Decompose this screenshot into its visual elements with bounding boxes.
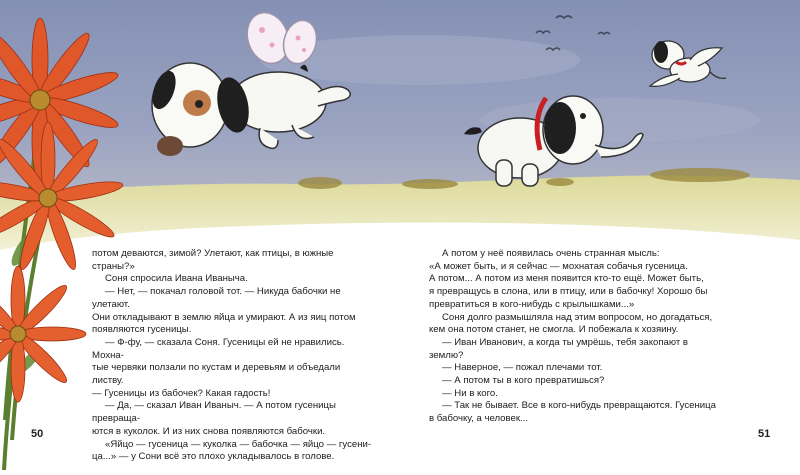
page-right-text	[429, 248, 719, 426]
text-line: — А потом ты в кого превратишься?	[442, 375, 605, 387]
text-line: потом деваются, зимой? Улетают, как птицы, в южные	[92, 248, 334, 259]
text-line: А потом у неё появилась очень странная мысль:	[442, 248, 660, 259]
text-line: ца...» — у Сони всё это плохо укладывалось в голове.	[92, 451, 335, 463]
text-line: — Нет, — покачал головой тот. — Никуда бабочки не улетают.	[92, 286, 341, 310]
text-line: — Да, — сказал Иван Иваныч. — А потом гусеницы превраща-	[92, 400, 336, 425]
text-line: тые червяки ползали по кустам и деревьям и объедали листву.	[92, 362, 341, 387]
text-line: «Яйцо — гусеница — куколка — бабочка — яйцо — гусени-	[105, 438, 372, 450]
text-line: появляются гусеницы.	[92, 324, 192, 336]
text-line: Соня долго размышляла над этим вопросом, но догадаться,	[442, 311, 713, 323]
text-line: я превращусь в слона, или в птицу, или в бабочку! Хорошо бы	[429, 286, 708, 298]
text-line: «А может быть, и я сейчас — мохнатая собачья гусеница.	[429, 260, 688, 272]
text-line: — Иван Иванович, а когда ты умрёшь, тебя закопают в землю?	[429, 336, 689, 361]
text-line: — Наверное, — пожал плечами тот.	[442, 362, 603, 374]
text-line: — Так не бывает. Все в кого-нибудь превращаются. Гусеница	[442, 400, 716, 412]
page-left-text	[92, 248, 374, 464]
text-line: — Ф-фу, — сказала Соня. Гусеницы ей не нравились. Мохна-	[92, 336, 345, 361]
page-number-left: 50	[31, 428, 44, 440]
text-line: кем она потом станет, не смогла. И побежала к хозяину.	[429, 324, 679, 336]
text-line: ются в куколок. И из них снова появляются бабочки.	[92, 425, 326, 437]
text-line: Соня спросила Ивана Иваныча.	[105, 273, 248, 285]
text-line: — Гусеницы из бабочек? Какая гадость!	[92, 387, 271, 399]
text-line: Они откладывают в землю яйца и умирают. А из яиц потом	[92, 311, 356, 323]
text-line: — Ни в кого.	[442, 387, 498, 399]
text-line: страны?»	[92, 260, 135, 272]
page-number-right: 51	[758, 428, 771, 440]
text-line: превратиться в кого-нибудь с крылышками...»	[429, 298, 635, 310]
text-line: в бабочку, а человек...	[429, 413, 529, 425]
text-line: А потом... А потом из меня появится кто-то ещё. Может быть,	[429, 273, 704, 285]
